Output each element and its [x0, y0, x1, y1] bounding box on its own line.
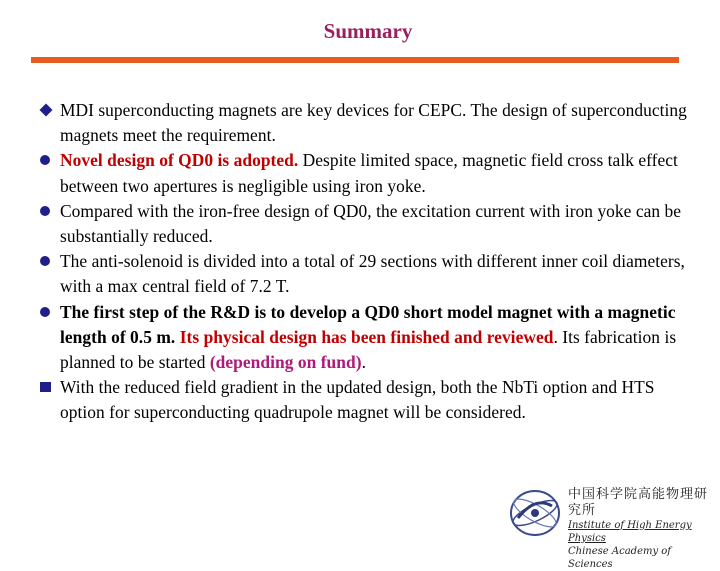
ihep-emblem-icon	[508, 488, 562, 543]
disc-bullet-icon	[38, 249, 54, 274]
logo-academy-name: Chinese Academy of Sciences	[568, 546, 672, 570]
bullet-bold-text: The first step of the R&D is to develop a QD0 short model magnet with a magnetic length of 0.5 m.	[60, 301, 676, 347]
logo-english-name: Institute of High Energy Physics	[568, 520, 692, 544]
logo-wordmark	[568, 487, 718, 571]
bullet-text: Compared with the iron-free design of QD0, the excitation current with iron yoke can be substantially reduced.	[60, 200, 682, 247]
square-bullet-icon	[38, 375, 54, 400]
bullet-highlight: Novel design of QD0 is adopted.	[60, 150, 299, 171]
bullet-text: The anti-solenoid is divided into a total of 29 sections with different inner coil diameters, with a max central field of 7.2 T.	[60, 251, 685, 297]
bullet-item	[38, 249, 688, 299]
bullet-text: Despite limited space, magnetic field cross talk effect between two apertures is negligible using iron yoke.	[60, 150, 678, 196]
institute-logo	[508, 486, 720, 570]
slide-title: Summary	[323, 19, 413, 43]
diamond-bullet-icon	[38, 98, 54, 123]
bullet-text: With the reduced field gradient in the updated design, both the NbTi option and HTS option for superconducting quadrupole magnet will be considered.	[60, 377, 655, 423]
disc-bullet-icon	[38, 300, 54, 325]
bullet-item	[38, 148, 688, 198]
bullet-item	[38, 375, 688, 425]
title-divider	[31, 57, 679, 63]
bullet-note: (depending on fund)	[209, 352, 362, 373]
bullet-item	[38, 98, 688, 148]
bullet-item	[38, 300, 688, 376]
summary-bullet-list	[38, 98, 688, 426]
bullet-text: MDI superconducting magnets are key devices for CEPC. The design of superconducting magnets meet the requirement.	[60, 100, 687, 146]
bullet-text: . Its fabrication is planned to be started	[60, 326, 677, 373]
disc-bullet-icon	[38, 199, 54, 224]
bullet-highlight: Its physical design has been finished and reviewed	[179, 326, 554, 347]
bullet-item	[38, 199, 688, 249]
bullet-text: .	[361, 352, 366, 373]
logo-chinese-name: 中国科学院高能物理研究所	[568, 487, 709, 518]
disc-bullet-icon	[38, 148, 54, 173]
